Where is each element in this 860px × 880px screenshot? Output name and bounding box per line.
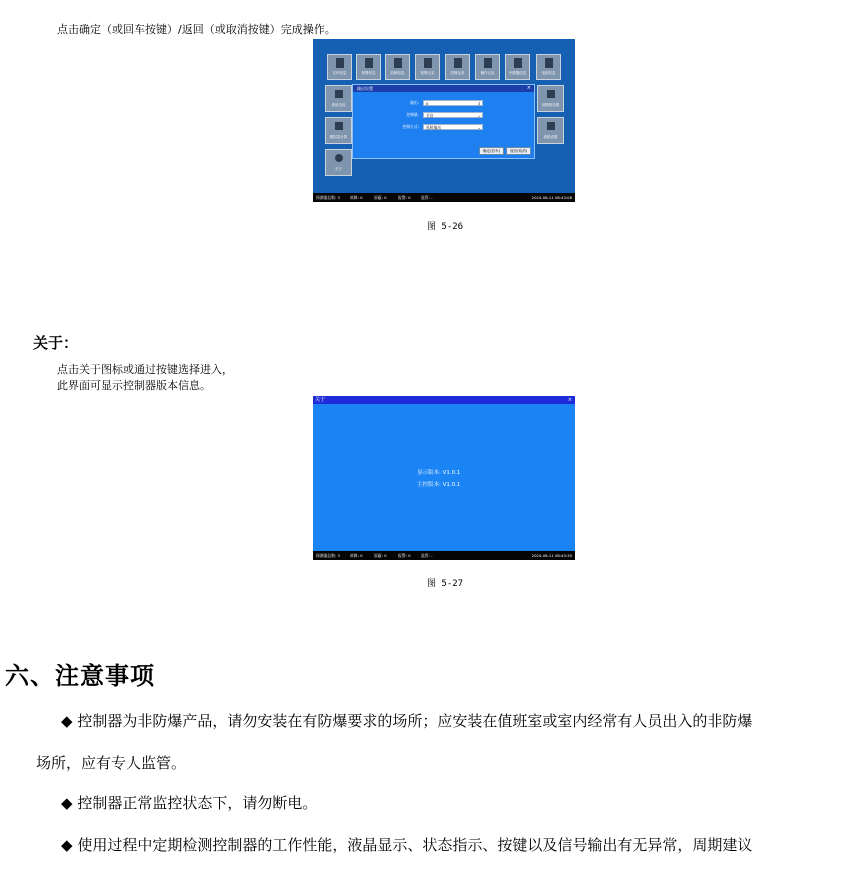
fault-count: 故障: 0 [350, 195, 363, 200]
about-description-1: 点击关于图标或通过按键选择进入， [57, 363, 233, 376]
output-settings-dialog [352, 84, 535, 159]
note-text: 控制器正常监控状态下，请勿断电。 [77, 794, 318, 812]
note-item-2 [61, 792, 317, 813]
detector-total: 探测器总数: 3 [316, 553, 340, 558]
output-label: 输出: [410, 100, 419, 105]
output-stepper[interactable]: 0 ⇕ [423, 100, 483, 106]
spinner-icon: ⇕ [477, 101, 481, 106]
supervise-status: 监管: - [421, 195, 433, 200]
bullet-icon: ◆ [61, 712, 73, 730]
about-heading: 关于： [33, 334, 79, 352]
fault-count: 故障: 0 [350, 553, 363, 558]
intro-text: 点击确定（或回车按键）/返回（或取消按键）完成操作。 [57, 23, 336, 36]
monitor-icon [335, 90, 343, 98]
chevron-down-icon: ⌄ [477, 113, 481, 118]
about-title: 关于 [315, 397, 326, 403]
document-icon [424, 58, 432, 68]
note-text: 控制器为非防爆产品，请勿安装在有防爆要求的场所；应安装在值班室或室内经常有人员出入的非防爆 [77, 712, 753, 730]
side-analog[interactable]: 模拟量计算 [325, 117, 352, 144]
document-icon [394, 58, 402, 68]
supervise-status: 监管: - [421, 553, 433, 558]
gear-icon [547, 122, 555, 130]
side-advanced-settings[interactable]: 高级设置 [537, 117, 564, 144]
document-icon [484, 58, 492, 68]
note-item-1 [61, 710, 752, 731]
side-loop-settings[interactable]: 回路数设置 [537, 85, 564, 112]
figure-caption: 图 5-26 [427, 222, 464, 232]
control-mode-select[interactable]: 延时输出 ⌄ [423, 124, 483, 130]
figure-caption: 图 5-27 [427, 579, 464, 589]
chart-icon [336, 58, 344, 68]
close-icon[interactable]: × [567, 397, 572, 403]
detector-total: 探测器总数: 3 [316, 195, 340, 200]
tile-fault-info[interactable]: 故障信息 [385, 54, 410, 80]
note-item-3 [61, 834, 752, 855]
back-button[interactable]: 返回(取消) [506, 147, 531, 155]
tile-repeater-info[interactable]: 中继器信息 [505, 54, 530, 80]
info-icon [335, 154, 343, 162]
control-select[interactable]: 全启 ⌄ [423, 112, 483, 118]
tile-alarm-info[interactable]: 报警信息 [356, 54, 381, 80]
close-icon[interactable]: × [526, 85, 531, 91]
note-text: 使用过程中定期检测控制器的工作性能，液晶显示、状态指示、按键以及信号输出有无异常，周期建议 [77, 836, 753, 854]
figure-5-26-screenshot [313, 39, 575, 202]
datetime: 2024-06-11 08:43:08 [531, 195, 572, 200]
alarm-count: 报警: 0 [398, 195, 411, 200]
side-self-test[interactable]: 系统自检 [325, 85, 352, 112]
status-bar [313, 193, 575, 202]
note-item-1-continued: 场所，应有专人监管。 [36, 754, 187, 772]
dialog-title: 输出设置 [353, 85, 534, 92]
about-description-2: 此界面可显示控制器版本信息。 [57, 379, 211, 392]
bullet-icon: ◆ [61, 794, 73, 812]
status-bar [313, 551, 575, 560]
datetime: 2024-06-11 08:43:30 [531, 553, 572, 558]
about-title-bar [313, 396, 575, 404]
battery-icon [545, 58, 553, 68]
chevron-down-icon: ⌄ [477, 125, 481, 130]
figure-5-27-screenshot [313, 396, 575, 560]
tile-fault-record[interactable]: 故障记录 [445, 54, 470, 80]
device-icon [514, 58, 522, 68]
tile-alarm-record[interactable]: 报警记录 [415, 54, 440, 80]
shield-count: 屏蔽: 0 [374, 195, 387, 200]
section-heading: 六、注意事项 [5, 661, 155, 690]
side-about[interactable]: 关于 [325, 149, 352, 176]
bullet-icon: ◆ [61, 836, 73, 854]
ok-button[interactable]: 确定(回车) [479, 147, 504, 155]
alarm-count: 报警: 0 [398, 553, 411, 558]
tile-power-info[interactable]: 电源信息 [536, 54, 561, 80]
display-version: 显示版本: V1.0.1 [417, 470, 461, 476]
control-label: 控制量: [406, 112, 419, 117]
document-icon [365, 58, 373, 68]
calculator-icon [335, 122, 343, 130]
tile-operation-record[interactable]: 操作记录 [475, 54, 500, 80]
document-icon [454, 58, 462, 68]
device-icon [547, 90, 555, 98]
control-mode-label: 控制方式: [402, 124, 419, 129]
tile-realtime[interactable]: 实时信息 [327, 54, 352, 80]
main-version: 主控版本: V1.0.1 [417, 482, 461, 488]
shield-count: 屏蔽: 0 [374, 553, 387, 558]
